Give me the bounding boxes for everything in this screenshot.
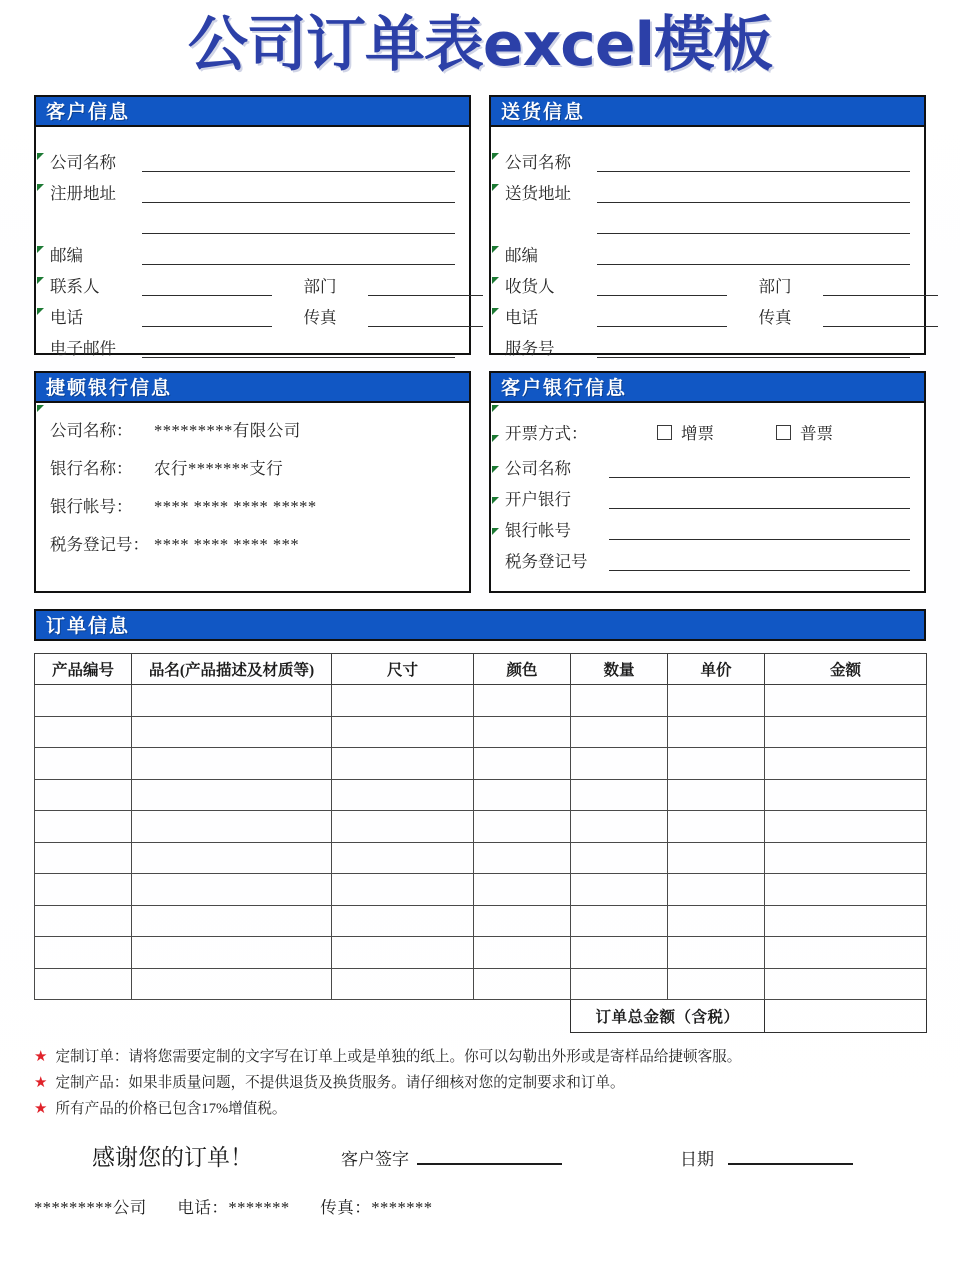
company-phone: 电话：******* — [177, 1198, 290, 1217]
signature-label: 客户签字 — [341, 1150, 409, 1169]
star-icon: ★ — [34, 1049, 48, 1065]
order-item-cell[interactable] — [571, 842, 668, 874]
order-item-cell[interactable] — [765, 811, 927, 843]
company-contact-line — [34, 1194, 926, 1218]
order-item-cell[interactable] — [571, 874, 668, 906]
order-item-cell[interactable] — [765, 905, 927, 937]
customer-bank-column — [489, 371, 926, 593]
field-row-opening-bank — [505, 478, 910, 509]
cell-marker-icon — [492, 184, 499, 191]
customer-info-heading: 客户信息 — [34, 95, 471, 127]
order-item-cell[interactable] — [132, 779, 332, 811]
order-item-cell[interactable] — [132, 874, 332, 906]
field-label-fax: 传真 — [758, 308, 792, 327]
cell-marker-icon — [492, 497, 499, 504]
table-row — [35, 748, 927, 780]
column-header-product-name: 品名(产品描述及材质等) — [132, 654, 332, 685]
order-item-cell[interactable] — [132, 968, 332, 1000]
field-label: 送货地址 — [505, 184, 571, 203]
field-row-service-number — [505, 327, 910, 358]
opening-bank-input[interactable] — [609, 488, 910, 509]
invoice-option-normal[interactable] — [776, 420, 833, 444]
order-item-cell[interactable] — [668, 716, 765, 748]
order-item-cell[interactable] — [35, 748, 132, 780]
field-row-contact-person — [50, 265, 455, 296]
order-item-cell[interactable] — [571, 748, 668, 780]
field-label: 电话 — [505, 308, 538, 327]
order-item-cell[interactable] — [474, 716, 571, 748]
order-item-cell[interactable] — [571, 937, 668, 969]
field-row-phone — [505, 296, 910, 327]
order-item-cell[interactable] — [332, 905, 474, 937]
table-row — [35, 905, 927, 937]
signature-row — [34, 1139, 926, 1172]
order-item-cell[interactable] — [668, 874, 765, 906]
company-name-input[interactable] — [142, 151, 455, 172]
form-footer — [0, 1123, 960, 1218]
order-item-cell[interactable] — [765, 685, 927, 717]
order-item-cell[interactable] — [332, 937, 474, 969]
company-fax: 传真：******* — [320, 1198, 433, 1217]
note-text: 所有产品的价格已包含17%增值税。 — [55, 1101, 287, 1117]
star-icon: ★ — [34, 1101, 48, 1117]
receiver-input[interactable] — [597, 275, 727, 296]
order-item-cell[interactable] — [132, 716, 332, 748]
order-item-cell[interactable] — [132, 748, 332, 780]
field-label-department: 部门 — [758, 277, 792, 296]
company-name: *********公司 — [34, 1198, 147, 1217]
field-label: 服务号 — [505, 339, 555, 358]
field-label: 银行帐号： — [50, 497, 133, 516]
delivery-info-heading: 送货信息 — [489, 95, 926, 127]
order-item-cell[interactable] — [571, 779, 668, 811]
order-item-cell[interactable] — [332, 748, 474, 780]
order-item-cell[interactable] — [571, 811, 668, 843]
order-item-cell[interactable] — [668, 937, 765, 969]
field-label: 银行帐号 — [505, 521, 571, 540]
column-header-unit-price: 单价 — [668, 654, 765, 685]
table-row — [35, 685, 927, 717]
date-input[interactable] — [728, 1149, 853, 1165]
bank-company-name-input[interactable] — [609, 457, 910, 478]
order-item-cell[interactable] — [765, 748, 927, 780]
service-number-input[interactable] — [597, 337, 910, 358]
field-row-tax-id — [505, 540, 910, 571]
order-item-cell[interactable] — [765, 874, 927, 906]
delivery-postcode-input[interactable] — [597, 244, 910, 265]
note-text: 定制订单：请将您需要定制的文字写在订单上或是单独的纸上。你可以勾勒出外形或是寄样品给捷顿客服。 — [55, 1049, 742, 1065]
order-item-cell[interactable] — [668, 842, 765, 874]
field-row-address-continued — [505, 203, 910, 234]
field-row-registered-address — [50, 172, 455, 203]
field-label: 公司名称 — [505, 153, 571, 172]
order-item-cell[interactable] — [668, 685, 765, 717]
postcode-input[interactable] — [142, 244, 455, 265]
customer-bank-panel — [489, 403, 926, 593]
cell-marker-icon — [37, 184, 44, 191]
cell-marker-icon — [37, 246, 44, 253]
order-item-cell[interactable] — [474, 811, 571, 843]
delivery-info-panel — [489, 127, 926, 358]
delivery-fax-input[interactable] — [823, 306, 938, 327]
star-icon: ★ — [34, 1075, 48, 1091]
order-item-cell[interactable] — [668, 811, 765, 843]
registered-address-line2-input[interactable] — [142, 213, 455, 234]
order-item-cell[interactable] — [35, 968, 132, 1000]
column-header-color: 颜色 — [474, 654, 571, 685]
order-item-cell[interactable] — [332, 685, 474, 717]
field-label: 开户银行 — [505, 490, 571, 509]
supplier-bank-row — [50, 531, 455, 569]
field-row-postcode — [50, 234, 455, 265]
customer-info-column — [34, 95, 471, 358]
field-row-company-name — [50, 141, 455, 172]
cell-marker-icon — [492, 466, 499, 473]
order-item-cell[interactable] — [474, 968, 571, 1000]
field-row-company-name — [505, 141, 910, 172]
table-header-row — [35, 654, 927, 685]
delivery-company-name-input[interactable] — [597, 151, 910, 172]
cell-marker-icon — [37, 153, 44, 160]
supplier-bank-name-value: 农行*******支行 — [154, 459, 284, 478]
note-item — [34, 1071, 926, 1095]
tax-registration-number-input[interactable] — [609, 550, 910, 571]
order-item-cell[interactable] — [474, 842, 571, 874]
supplier-bank-heading: 捷顿银行信息 — [34, 371, 471, 403]
order-item-cell[interactable] — [571, 716, 668, 748]
order-total-label: 订单总金额（含税） — [571, 1000, 765, 1033]
order-total-row — [35, 1000, 927, 1033]
order-item-cell[interactable] — [35, 685, 132, 717]
order-item-cell[interactable] — [332, 842, 474, 874]
supplier-bank-panel — [34, 403, 471, 593]
delivery-info-column — [489, 95, 926, 358]
order-item-cell[interactable] — [132, 937, 332, 969]
order-item-cell[interactable] — [35, 874, 132, 906]
order-item-cell[interactable] — [332, 874, 474, 906]
field-label: 银行名称： — [50, 459, 133, 478]
page-title-area — [0, 0, 960, 80]
delivery-address-input[interactable] — [597, 182, 910, 203]
fax-input[interactable] — [368, 306, 483, 327]
field-label: 电话 — [50, 308, 83, 327]
delivery-department-input[interactable] — [823, 275, 938, 296]
order-item-cell[interactable] — [474, 874, 571, 906]
signature-input[interactable] — [417, 1149, 562, 1165]
order-item-cell[interactable] — [474, 748, 571, 780]
info-panels-row — [0, 95, 960, 358]
table-row — [35, 716, 927, 748]
bank-panels-row — [0, 371, 960, 593]
table-row — [35, 968, 927, 1000]
cell-marker-icon — [37, 277, 44, 284]
field-label: 税务登记号： — [50, 535, 149, 554]
order-item-cell[interactable] — [35, 937, 132, 969]
order-item-cell[interactable] — [35, 811, 132, 843]
bank-account-number-input[interactable] — [609, 519, 910, 540]
order-item-cell[interactable] — [668, 748, 765, 780]
order-item-cell[interactable] — [668, 968, 765, 1000]
order-item-cell[interactable] — [332, 811, 474, 843]
supplier-bank-row — [50, 417, 455, 455]
contact-person-input[interactable] — [142, 275, 272, 296]
order-item-cell[interactable] — [765, 842, 927, 874]
order-item-cell[interactable] — [35, 842, 132, 874]
order-item-cell[interactable] — [474, 779, 571, 811]
order-item-cell[interactable] — [35, 779, 132, 811]
order-item-cell[interactable] — [668, 905, 765, 937]
table-row — [35, 811, 927, 843]
field-row-phone — [50, 296, 455, 327]
customer-bank-heading: 客户银行信息 — [489, 371, 926, 403]
field-label: 公司名称 — [505, 459, 571, 478]
supplier-account-number-value: **** **** **** ***** — [154, 497, 317, 516]
note-text: 定制产品：如果非质量问题，不提供退货及换货服务。请仔细核对您的定制要求和订单。 — [55, 1075, 625, 1091]
order-item-cell[interactable] — [35, 905, 132, 937]
field-row-email — [50, 327, 455, 358]
field-row-delivery-address — [505, 172, 910, 203]
field-label: 公司名称 — [50, 153, 116, 172]
cell-marker-icon — [492, 277, 499, 284]
order-item-cell[interactable] — [332, 779, 474, 811]
cell-marker-icon — [492, 405, 499, 412]
supplier-company-name-value: *********有限公司 — [154, 421, 301, 440]
customer-info-panel — [34, 127, 471, 358]
thanks-message: 感谢您的订单！ — [92, 1145, 253, 1170]
order-item-cell[interactable] — [474, 685, 571, 717]
checkbox-icon[interactable] — [776, 425, 791, 440]
order-item-cell[interactable] — [35, 716, 132, 748]
order-item-cell[interactable] — [132, 842, 332, 874]
field-label-department: 部门 — [303, 277, 337, 296]
field-label-fax: 传真 — [303, 308, 337, 327]
note-item — [34, 1045, 926, 1069]
order-item-cell[interactable] — [765, 779, 927, 811]
phone-input[interactable] — [142, 306, 272, 327]
supplier-bank-row — [50, 493, 455, 531]
delivery-phone-input[interactable] — [597, 306, 727, 327]
table-row — [35, 842, 927, 874]
field-label: 收货人 — [505, 277, 555, 296]
invoice-option-label: 增票 — [681, 424, 714, 443]
order-item-cell[interactable] — [668, 779, 765, 811]
field-label: 税务登记号 — [505, 552, 588, 571]
supplier-bank-column — [34, 371, 471, 593]
invoice-option-special[interactable] — [657, 420, 714, 444]
order-item-cell[interactable] — [132, 685, 332, 717]
table-row — [35, 779, 927, 811]
notes-list — [0, 1033, 960, 1121]
column-header-product-code: 产品编号 — [35, 654, 132, 685]
cell-marker-icon — [37, 308, 44, 315]
checkbox-icon[interactable] — [657, 425, 672, 440]
order-section — [0, 609, 960, 1033]
field-row-postcode — [505, 234, 910, 265]
invoice-type-row — [505, 417, 910, 447]
field-label-invoice-type: 开票方式： — [505, 424, 588, 443]
order-item-cell[interactable] — [332, 968, 474, 1000]
order-items-table — [34, 653, 927, 1033]
order-item-cell[interactable] — [132, 811, 332, 843]
order-item-cell[interactable] — [765, 716, 927, 748]
field-row-receiver — [505, 265, 910, 296]
delivery-address-line2-input[interactable] — [597, 213, 910, 234]
order-item-cell[interactable] — [765, 968, 927, 1000]
cell-marker-icon — [492, 528, 499, 535]
field-label: 公司名称： — [50, 421, 133, 440]
column-header-amount: 金额 — [765, 654, 927, 685]
order-item-cell[interactable] — [132, 905, 332, 937]
invoice-option-label: 普票 — [800, 424, 833, 443]
field-label: 邮编 — [505, 246, 538, 265]
field-row-address-continued — [50, 203, 455, 234]
note-item — [34, 1097, 926, 1121]
order-total-value[interactable] — [765, 1000, 927, 1033]
order-item-cell[interactable] — [571, 685, 668, 717]
date-label: 日期 — [680, 1150, 714, 1169]
field-label: 注册地址 — [50, 184, 116, 203]
order-item-cell[interactable] — [571, 968, 668, 1000]
order-item-cell[interactable] — [332, 716, 474, 748]
field-row-account-number — [505, 509, 910, 540]
field-label: 邮编 — [50, 246, 83, 265]
order-item-cell[interactable] — [474, 937, 571, 969]
field-label: 联系人 — [50, 277, 100, 296]
cell-marker-icon — [492, 435, 499, 442]
column-header-size: 尺寸 — [332, 654, 474, 685]
field-label: 电子邮件 — [50, 339, 116, 358]
cell-marker-icon — [492, 246, 499, 253]
table-row — [35, 874, 927, 906]
column-header-quantity: 数量 — [571, 654, 668, 685]
field-row-bank-company-name — [505, 447, 910, 478]
supplier-tax-id-value: **** **** **** *** — [154, 535, 300, 554]
order-item-cell[interactable] — [474, 905, 571, 937]
cell-marker-icon — [37, 405, 44, 412]
table-row — [35, 937, 927, 969]
email-input[interactable] — [142, 337, 455, 358]
page-title: 公司订单表excel模板 — [187, 10, 773, 80]
registered-address-input[interactable] — [142, 182, 455, 203]
cell-marker-icon — [492, 308, 499, 315]
order-table-body — [35, 685, 927, 1000]
supplier-bank-row — [50, 455, 455, 493]
order-item-cell[interactable] — [765, 937, 927, 969]
cell-marker-icon — [492, 153, 499, 160]
order-section-heading: 订单信息 — [34, 609, 926, 641]
department-input[interactable] — [368, 275, 483, 296]
order-item-cell[interactable] — [571, 905, 668, 937]
